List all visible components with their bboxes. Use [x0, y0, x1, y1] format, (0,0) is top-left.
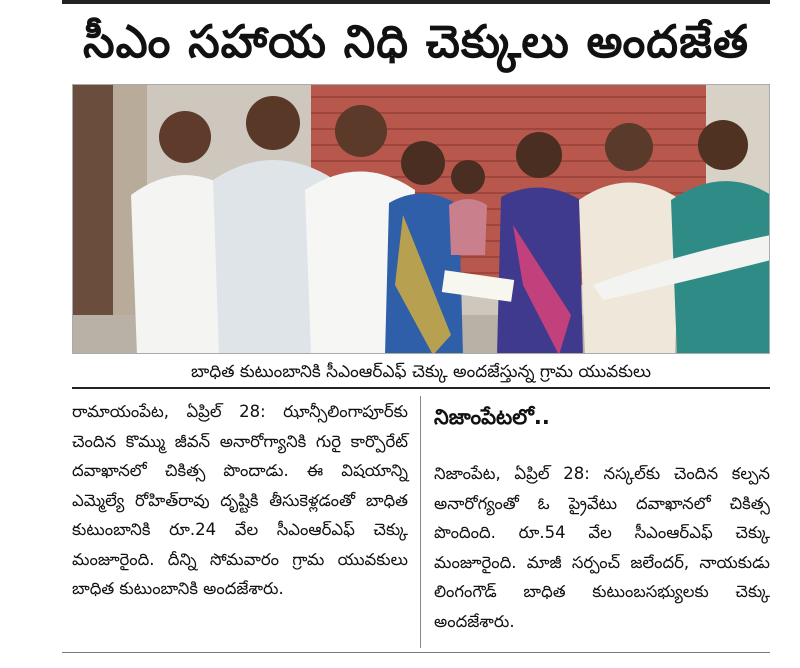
news-photo — [72, 84, 770, 354]
bottom-rule — [62, 652, 770, 653]
column-divider — [420, 396, 421, 648]
story-left-body: రామాయంపేట, ఏప్రిల్ 28: ఝాన్సీలింగాపూర్‌కు చెందిన కొమ్ము జీవన్ అనారోగ్యానికి గురై కార్పొరేట్ దవాఖానలో చికిత్స పొందాడు. ఈ విషయాన్ని ఎమ్మెల్యే రోహిత్‌రావు దృష్టికి తీసుకెళ్లడంతో బాధిత కుటుంబానికి రూ.24 వేల సీఎంఆర్ఎఫ్ చెక్కు మంజూరైంది. దీన్ని సోమవారం గ్రామ యువకులు బాధిత కుటుంబానికి అందజేశారు. — [72, 402, 408, 598]
group-photo-illustration — [73, 85, 770, 354]
photo-caption: బాధిత కుటుంబానికి సీఎంఆర్ఎఫ్ చెక్కు అందజేస్తున్న గ్రామ యువకులు — [72, 357, 770, 389]
story-right-body: నిజాంపేట, ఏప్రిల్ 28: నస్కల్‌కు చెందిన కల్పన అనారోగ్యంతో ఓ ప్రైవేటు దవాఖానలో చికిత్స పొందింది. రూ.54 వేల సీఎంఆర్ఎఫ్ చెక్కు మంజూరైంది. మాజీ సర్పంచ్ జలేందర్, నాయకుడు లింగంగౌడ్ బాధిత కుటుంబసభ్యులకు చెక్కు అందజేశారు. — [434, 464, 770, 631]
headline: సీఎం సహాయ నిధి చెక్కులు అందజేత — [83, 15, 749, 68]
story-right-column — [434, 459, 770, 636]
story-right-subhead: నిజాంపేటలో.. — [434, 405, 550, 429]
newspaper-clipping — [62, 0, 770, 668]
top-rule — [62, 0, 770, 4]
story-left-column — [72, 397, 408, 604]
